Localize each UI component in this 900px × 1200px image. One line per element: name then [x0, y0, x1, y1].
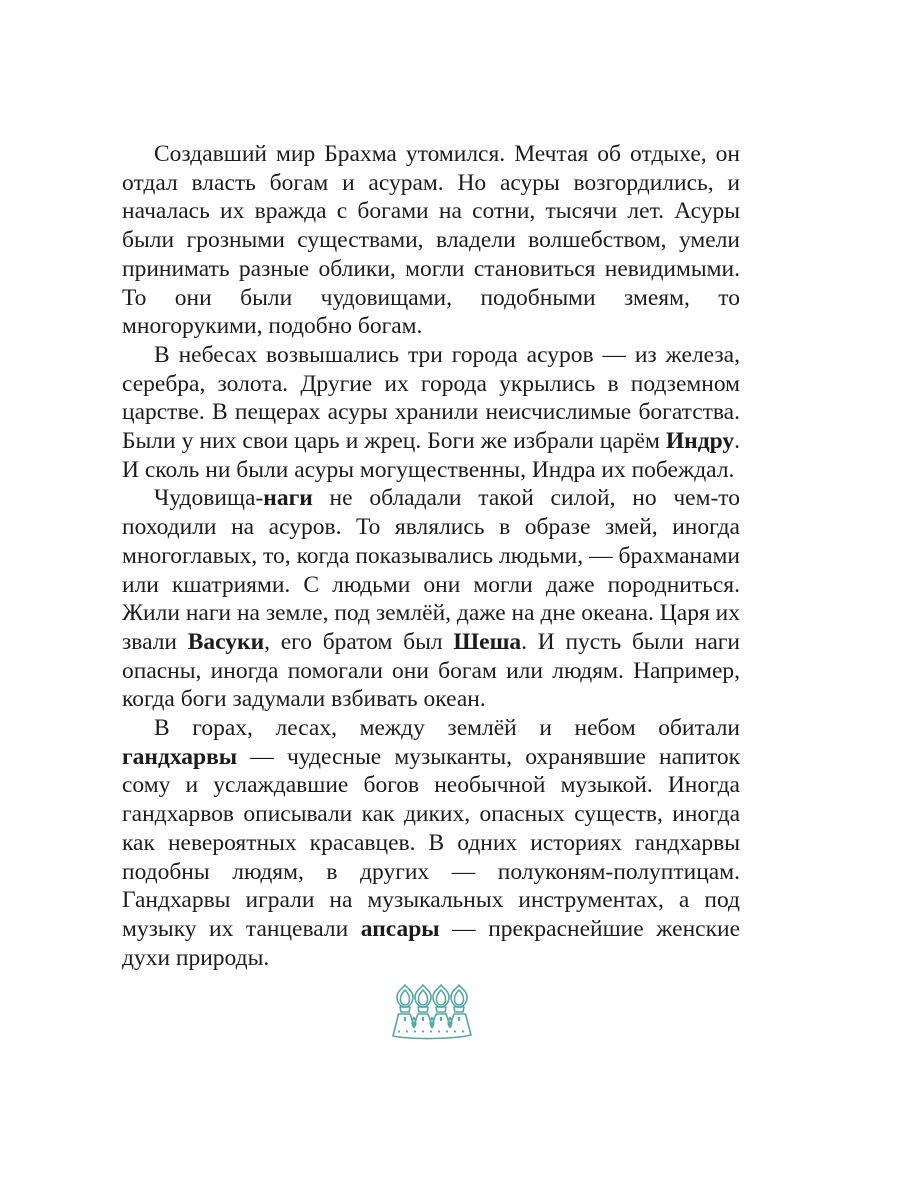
keyword-vasuki: Васуки — [187, 628, 265, 655]
keyword-apsaras: апсары — [360, 915, 440, 942]
text-segment: Чудовища- — [154, 485, 264, 512]
keyword-gandharvas: гандхарвы — [122, 743, 238, 770]
text-segment: — чудесные музыканты, охранявшие напиток сому и услаждавшие богов необычной музыкой. Иногда гандхарвов описывали как диких, опасных существ, иногда как невероятных красавцев. В одних историях гандхарвы подобны людям, в других — полуконям-полуптицам. Гандхарвы играли на музыкальных инструментах, а под музыку их танцевали — [122, 743, 740, 942]
keyword-nagi: наги — [263, 485, 313, 512]
crown-ornament-icon — [390, 982, 474, 1040]
keyword-shesha: Шеша — [453, 628, 522, 655]
paragraph — [122, 140, 740, 341]
text-segment: Создавший мир Брахма утомился. Мечтая об отдыхе, он отдал власть богам и асурам. Но асуры возгордились, и началась их вражда с богами на сотни, тысячи лет. Асуры были грозными существами, владели волшебством, умели принимать разные облики, могли становиться невидимыми. То они были чудовищами, подобными змеям, то многорукими, подобно богам. — [122, 141, 740, 340]
text-segment: — прекраснейшие женские духи природы. — [122, 915, 740, 971]
text-segment: . И сколь ни были асуры могущественны, Индра их побеждал. — [122, 428, 740, 483]
text-segment: . И пусть были наги опасны, иногда помогали они богам или людям. Например, когда боги задумали взбивать океан. — [122, 628, 740, 713]
body-text — [122, 140, 740, 972]
text-segment: не обладали такой силой, но чем-то походили на асуров. То являлись в образе змей, иногда многоглавых, то, когда показывались людьми, — брахманами или кшатриями. С людьми они могли даже породниться. Жили наги на земле, под землёй, даже на дне океана. Царя их звали — [122, 485, 740, 655]
text-segment: В небесах возвышались три города асуров — из железа, серебра, золота. Другие их города укрылись в подземном царстве. В пещерах асуры хранили неисчислимые богатства. Были у них свои царь и жрец. Боги же избрали царём — [122, 341, 740, 455]
text-segment: , его братом был — [264, 628, 454, 655]
keyword-indra: Индру — [665, 428, 735, 455]
paragraph — [122, 484, 740, 714]
paragraph — [122, 714, 740, 972]
text-segment: В горах, лесах, между землёй и небом обитали — [154, 715, 740, 742]
chapter-end-ornament — [390, 982, 474, 1040]
paragraph — [122, 341, 740, 485]
